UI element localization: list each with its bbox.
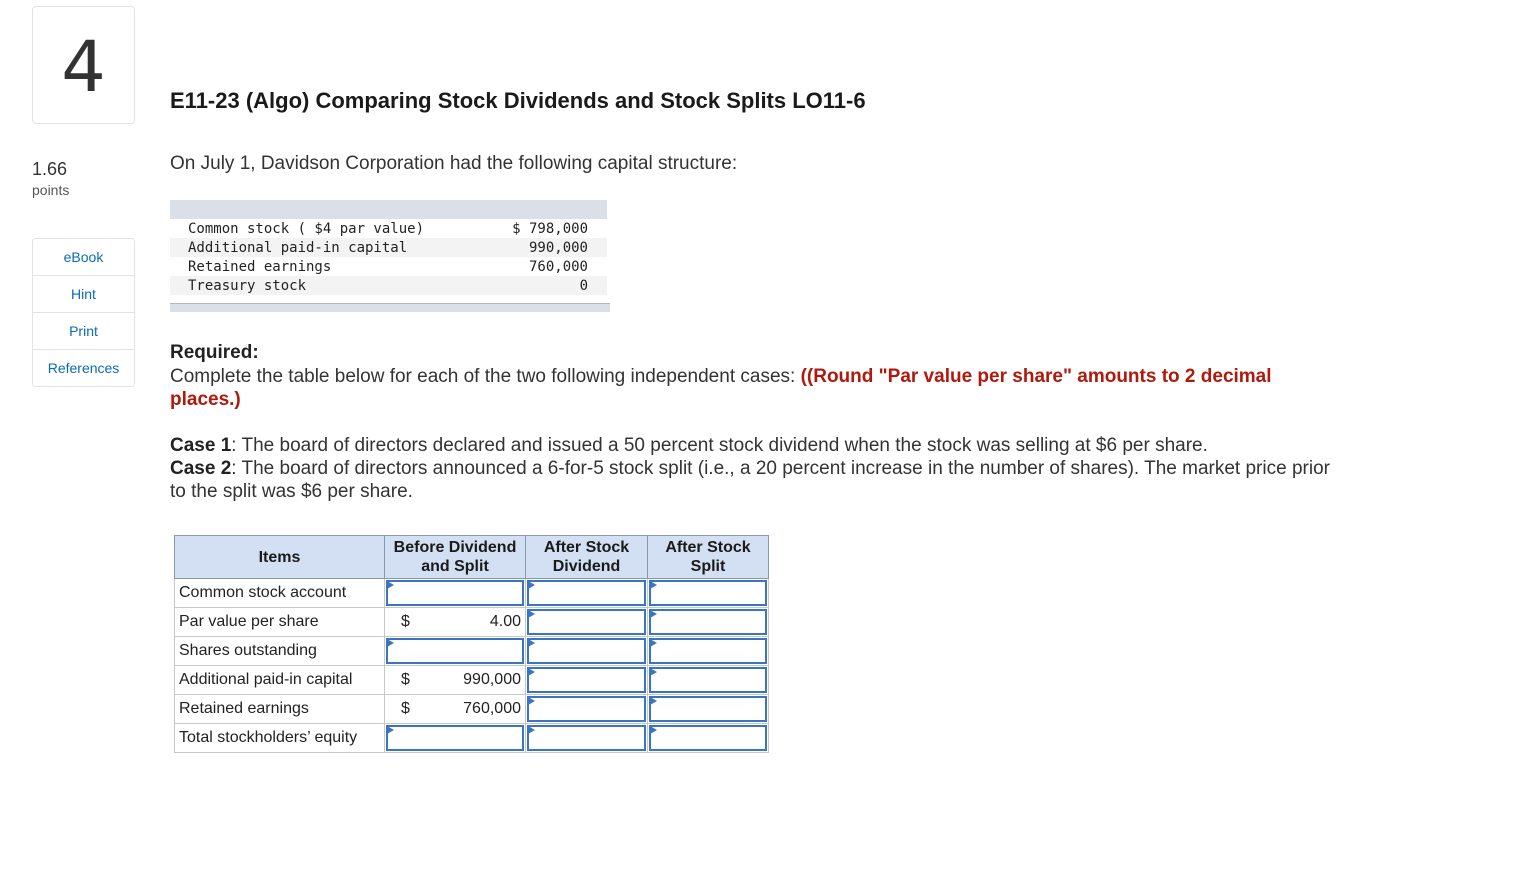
- capital-label: Treasury stock: [188, 277, 307, 294]
- after-dividend-input[interactable]: [526, 637, 648, 666]
- case-2: [170, 457, 1350, 503]
- after-split-input[interactable]: [648, 579, 769, 608]
- table-row: [175, 637, 769, 666]
- hint-button[interactable]: Hint: [33, 276, 134, 313]
- column-header-after-split: After Stock Split: [648, 536, 769, 579]
- given-value: 990,000: [463, 671, 521, 688]
- after-split-input[interactable]: [648, 695, 769, 724]
- capital-label: Retained earnings: [188, 258, 332, 275]
- before-input[interactable]: [385, 579, 526, 608]
- after-dividend-input[interactable]: [526, 666, 648, 695]
- after-dividend-input[interactable]: [526, 695, 648, 724]
- required-text: Complete the table below for each of the two following independent cases:: [170, 366, 801, 387]
- given-value: 4.00: [489, 613, 521, 630]
- case-text: : The board of directors declared and issued a 50 percent stock dividend when the stock was selling at $6 per share.: [231, 435, 1208, 456]
- capital-label: Common stock ( $4 par value): [188, 220, 425, 237]
- row-label: Par value per share: [175, 608, 385, 637]
- table-row: [175, 724, 769, 753]
- capital-table-footer: [170, 303, 610, 312]
- case-descriptions: [170, 434, 1350, 503]
- after-dividend-input[interactable]: [526, 608, 648, 637]
- after-split-input[interactable]: [648, 608, 769, 637]
- capital-value: 990,000: [528, 239, 588, 256]
- after-dividend-input[interactable]: [526, 579, 648, 608]
- problem-title: E11-23 (Algo) Comparing Stock Dividends and Stock Splits LO11-6: [170, 88, 866, 113]
- required-label: Required:: [170, 342, 259, 363]
- before-value: [385, 666, 526, 695]
- capital-value: 0: [579, 277, 588, 294]
- column-header-items: Items: [175, 536, 385, 579]
- table-row: [175, 579, 769, 608]
- capital-structure-table: [170, 200, 607, 304]
- case-1: [170, 434, 1350, 457]
- print-button[interactable]: Print: [33, 313, 134, 350]
- capital-value: $ 798,000: [512, 220, 588, 237]
- capital-row: [170, 238, 607, 257]
- question-tools: [32, 238, 135, 387]
- row-label: Common stock account: [175, 579, 385, 608]
- table-row: [175, 608, 769, 637]
- answer-table: [174, 535, 769, 753]
- capital-label: Additional paid-in capital: [188, 239, 408, 256]
- points-value: 1.66: [32, 159, 68, 179]
- row-label: Total stockholders’ equity: [175, 724, 385, 753]
- after-dividend-input[interactable]: [526, 724, 648, 753]
- given-value: 760,000: [463, 700, 521, 717]
- answer-table-header: [175, 536, 769, 579]
- problem-intro: On July 1, Davidson Corporation had the following capital structure:: [170, 153, 738, 174]
- row-label: Additional paid-in capital: [175, 666, 385, 695]
- table-row: [175, 695, 769, 724]
- case-text: : The board of directors announced a 6-for-5 stock split (i.e., a 20 percent increase in the number of shares). The market price prior to the split was $6 per share.: [170, 458, 1330, 502]
- required-instructions: [170, 365, 1330, 411]
- question-number: 4: [32, 6, 135, 124]
- row-label: Retained earnings: [175, 695, 385, 724]
- capital-row: [170, 276, 607, 295]
- column-header-before: Before Dividend and Split: [385, 536, 526, 579]
- table-row: [175, 666, 769, 695]
- points-label: points: [32, 182, 70, 198]
- capital-row: [170, 257, 607, 276]
- before-input[interactable]: [385, 637, 526, 666]
- after-split-input[interactable]: [648, 666, 769, 695]
- rounding-note: ((Round "Par value per share" amounts to 2 decimal places.): [170, 366, 1272, 410]
- before-input[interactable]: [385, 724, 526, 753]
- before-value: [385, 695, 526, 724]
- case-label: Case 1: [170, 435, 232, 456]
- row-label: Shares outstanding: [175, 637, 385, 666]
- column-header-after-dividend: After Stock Dividend: [526, 536, 648, 579]
- capital-row: [170, 219, 607, 238]
- after-split-input[interactable]: [648, 637, 769, 666]
- after-split-input[interactable]: [648, 724, 769, 753]
- dollar-sign: $: [401, 700, 410, 717]
- dollar-sign: $: [401, 613, 410, 630]
- dollar-sign: $: [401, 671, 410, 688]
- ebook-button[interactable]: eBook: [33, 239, 134, 276]
- case-label: Case 2: [170, 458, 232, 479]
- before-value: [385, 608, 526, 637]
- references-button[interactable]: References: [47, 360, 120, 376]
- capital-value: 760,000: [528, 258, 588, 275]
